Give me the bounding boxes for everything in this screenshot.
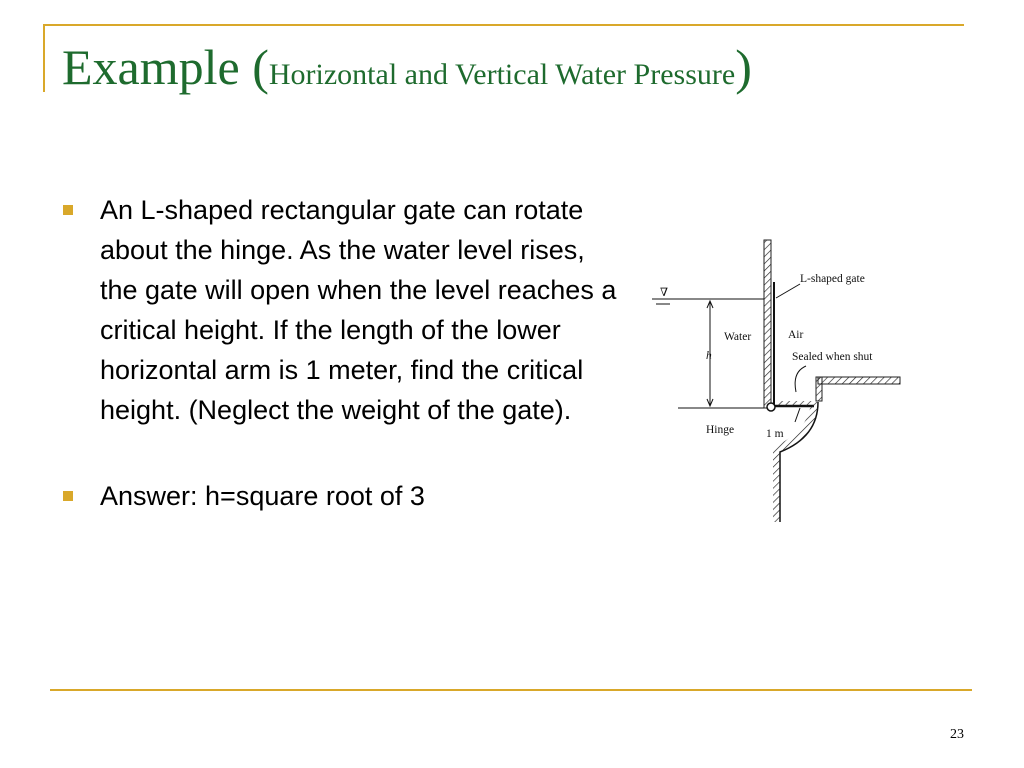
label-arm-length: 1 m bbox=[766, 428, 784, 440]
bullet-square-icon bbox=[63, 205, 73, 215]
page-number: 23 bbox=[950, 727, 964, 742]
bullet-square-icon bbox=[63, 491, 73, 501]
arm-leader-line bbox=[795, 408, 800, 422]
title-main: Example ( bbox=[62, 39, 269, 95]
bullet-item-answer bbox=[60, 476, 630, 516]
sealed-leader-arrow bbox=[795, 366, 806, 392]
problem-text: An L-shaped rectangular gate can rotate about the hinge. As the water level rises, the gate will open when the level reaches a critical height. If the length of the lower horizontal arm is 1 meter, find the critical height. (Neglect the weight of the gate). bbox=[100, 195, 617, 425]
title-close-paren: ) bbox=[735, 39, 752, 95]
gate-arm-hatch bbox=[778, 401, 814, 406]
water-surface-symbol: ∇ bbox=[660, 287, 669, 299]
top-frame-line bbox=[43, 24, 964, 26]
answer-text: Answer: h=square root of 3 bbox=[100, 481, 425, 511]
page-title bbox=[62, 40, 752, 95]
wall bbox=[764, 240, 771, 408]
gate-diagram bbox=[640, 232, 920, 532]
left-frame-line bbox=[43, 24, 45, 92]
seat-step bbox=[818, 377, 900, 384]
label-h: h bbox=[706, 350, 712, 362]
label-hinge: Hinge bbox=[706, 424, 735, 436]
seat-riser bbox=[816, 377, 822, 401]
gate-leader-line bbox=[776, 284, 800, 298]
label-water: Water bbox=[724, 331, 752, 343]
label-sealed-when-shut: Sealed when shut bbox=[792, 351, 873, 363]
bullet-item-problem bbox=[60, 190, 630, 430]
label-air: Air bbox=[788, 329, 804, 341]
label-l-shaped-gate: L-shaped gate bbox=[800, 273, 865, 285]
title-subtitle: Horizontal and Vertical Water Pressure bbox=[268, 58, 736, 91]
bullet-list bbox=[60, 190, 630, 516]
bottom-rule bbox=[50, 689, 972, 691]
hinge-circle bbox=[767, 403, 775, 411]
